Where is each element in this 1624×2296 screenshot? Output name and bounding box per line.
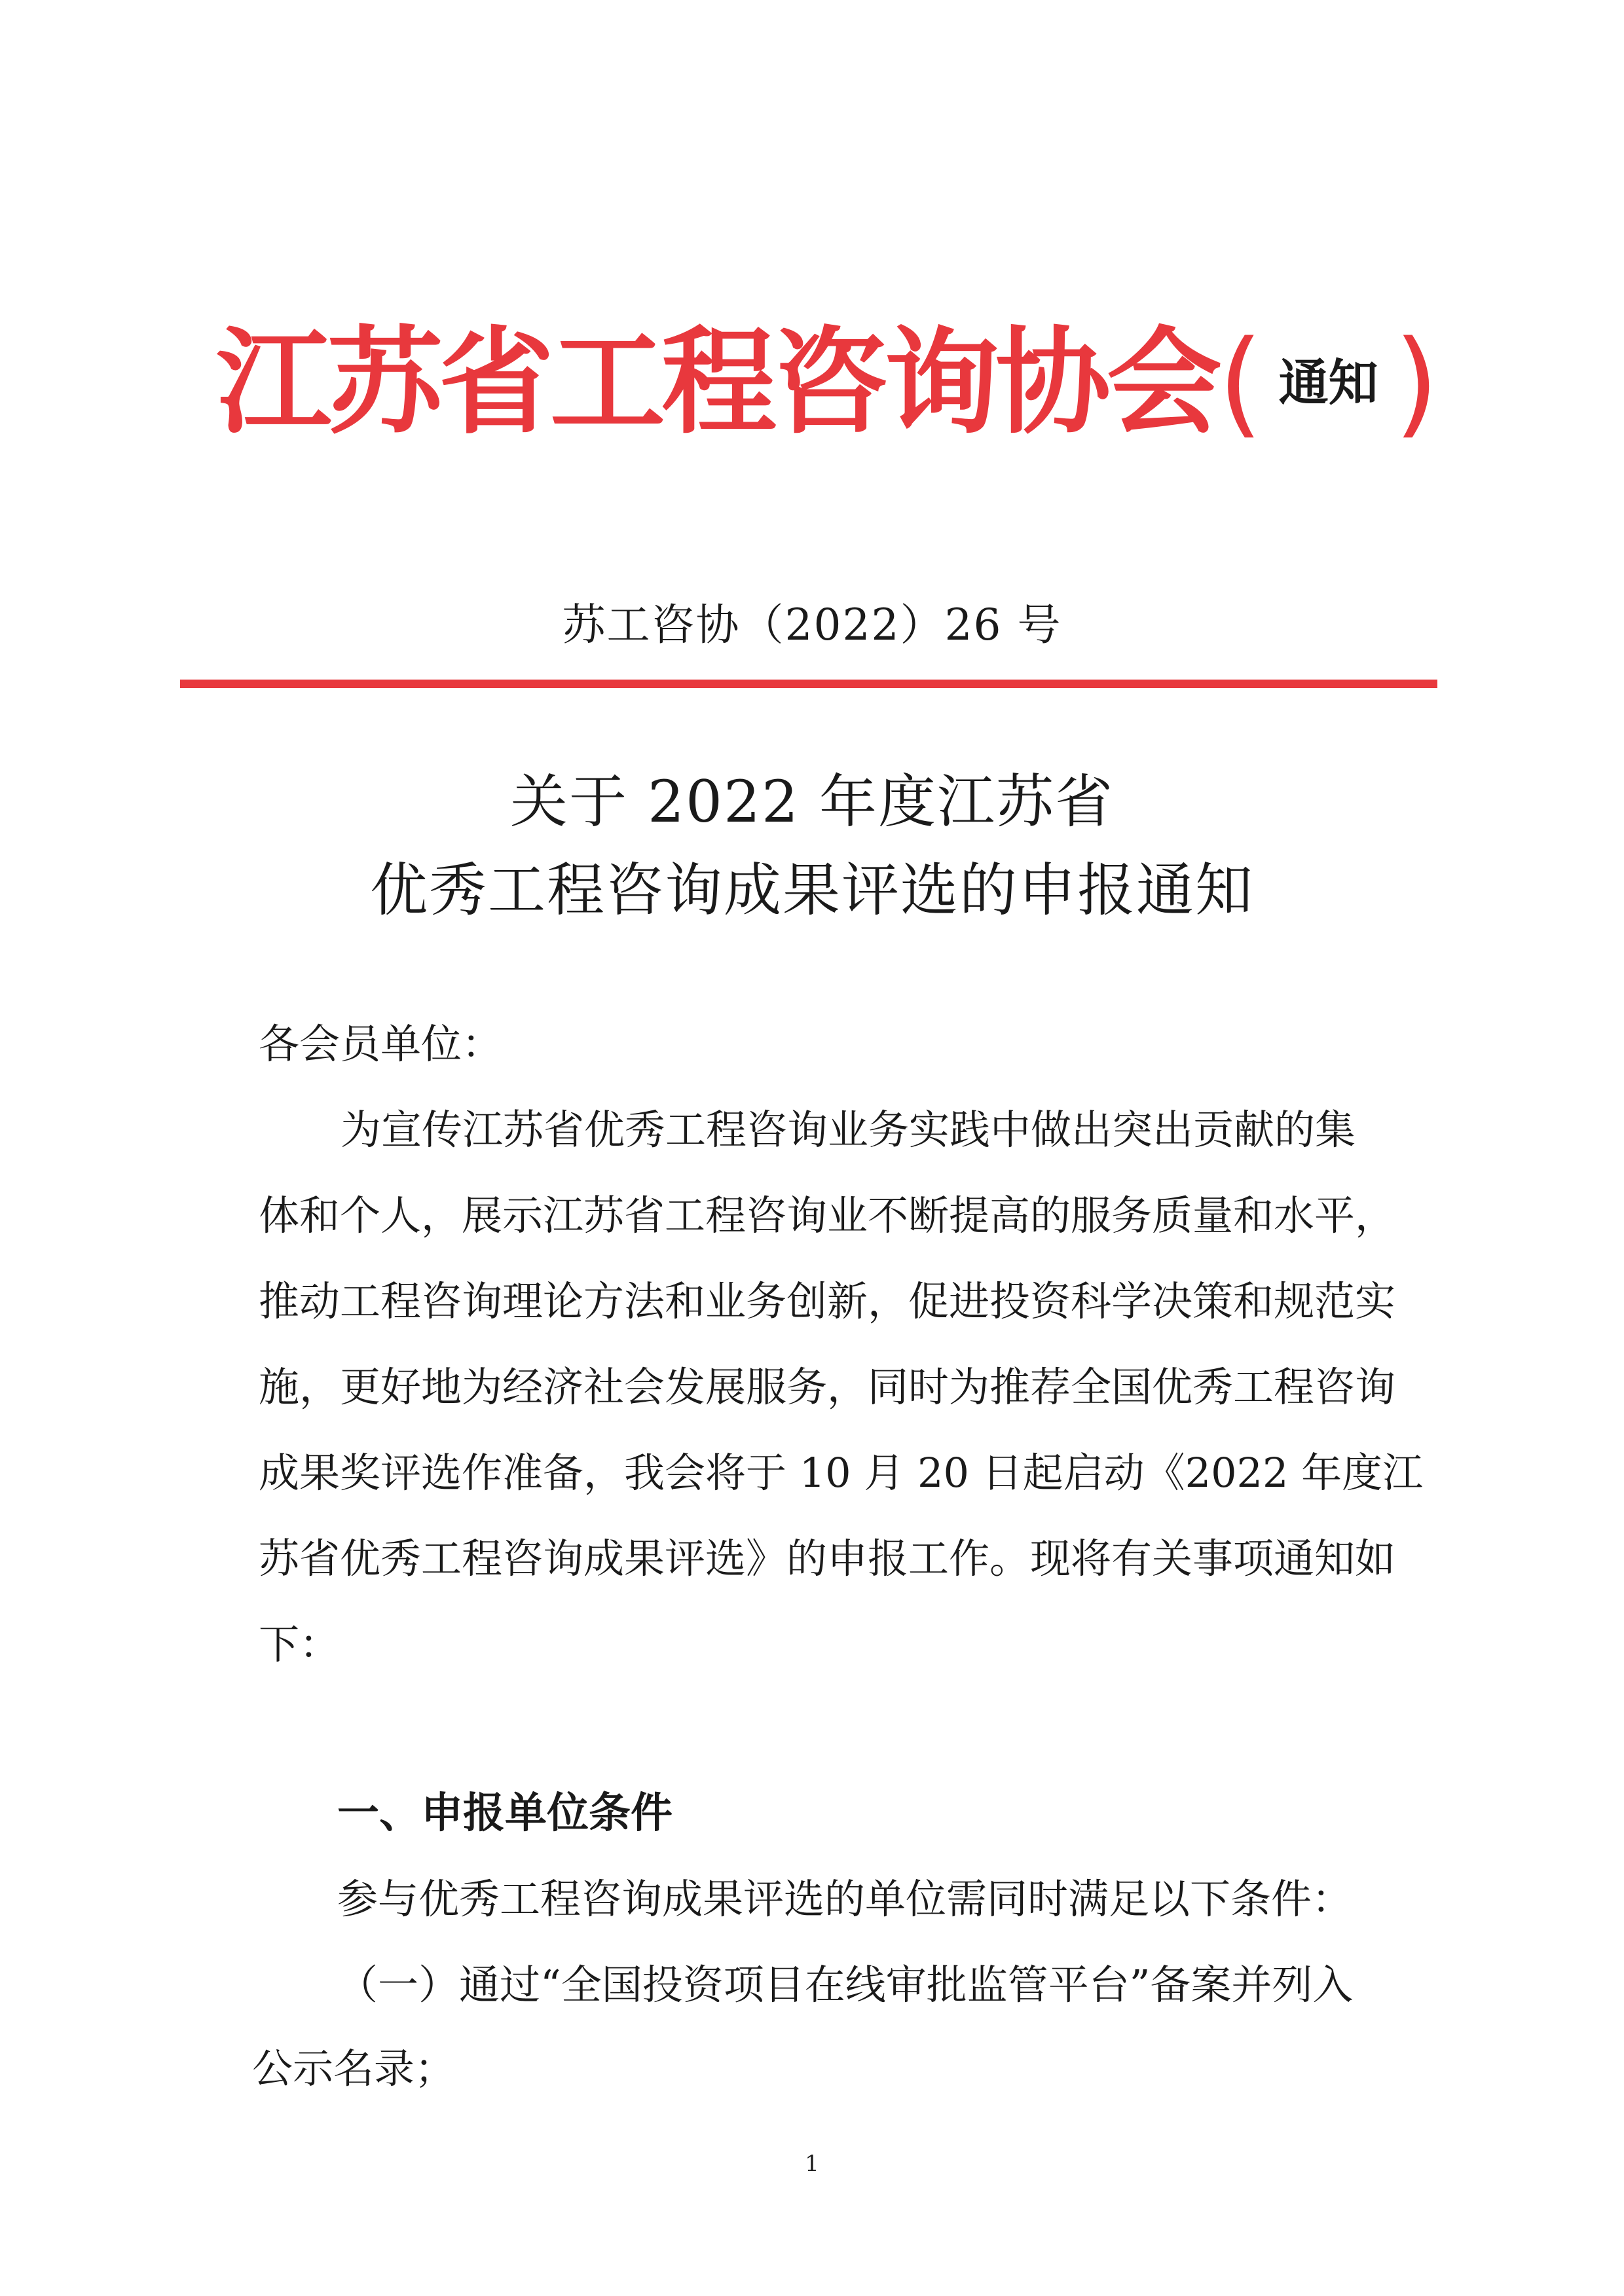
document-header	[216, 308, 1460, 458]
header-open-paren: (	[1218, 316, 1263, 450]
paragraph-1-line-5: 成果奖评选作准备，我会将于 10 月 20 日起启动《2022 年度江	[259, 1449, 1424, 1497]
paragraph-1-line-2: 体和个人，展示江苏省工程咨询业不断提高的服务质量和水平，	[259, 1192, 1396, 1239]
document-title-line-2: 优秀工程咨询成果评选的申报通知	[369, 856, 1254, 924]
page-number: 1	[805, 2151, 819, 2177]
section-1-intro: 参与优秀工程咨询成果评选的单位需同时满足以下条件：	[337, 1875, 1353, 1923]
paragraph-1-line-3: 推动工程咨询理论方法和业务创新，促进投资科学决策和规范实	[259, 1277, 1396, 1325]
paragraph-1-line-4: 施，更好地为经济社会发展服务，同时为推荐全国优秀工程咨询	[259, 1363, 1396, 1411]
paragraph-1-line-6: 苏省优秀工程咨询成果评选》的申报工作。现将有关事项通知如	[259, 1535, 1396, 1582]
section-1-heading: 一、申报单位条件	[337, 1789, 673, 1838]
paragraph-1-line-7: 下：	[259, 1620, 341, 1668]
document-number: 苏工咨协（2022）26 号	[562, 600, 1062, 650]
paragraph-1-line-1: 为宣传江苏省优秀工程咨询业务实践中做出突出贡献的集	[341, 1106, 1356, 1154]
salutation: 各会员单位：	[259, 1020, 503, 1068]
section-1-item-1-line-1: （一）通过“全国投资项目在线审批监管平台”备案并列入	[337, 1961, 1354, 2009]
header-close-paren: )	[1393, 316, 1439, 450]
issuing-organization: 江苏省工程咨询协会	[216, 316, 1219, 450]
red-divider-line	[180, 680, 1437, 688]
document-type: 通知	[1278, 354, 1378, 412]
document-title-line-1: 关于 2022 年度江苏省	[510, 768, 1114, 835]
section-1-item-1-line-2: 公示名录；	[252, 2045, 456, 2092]
